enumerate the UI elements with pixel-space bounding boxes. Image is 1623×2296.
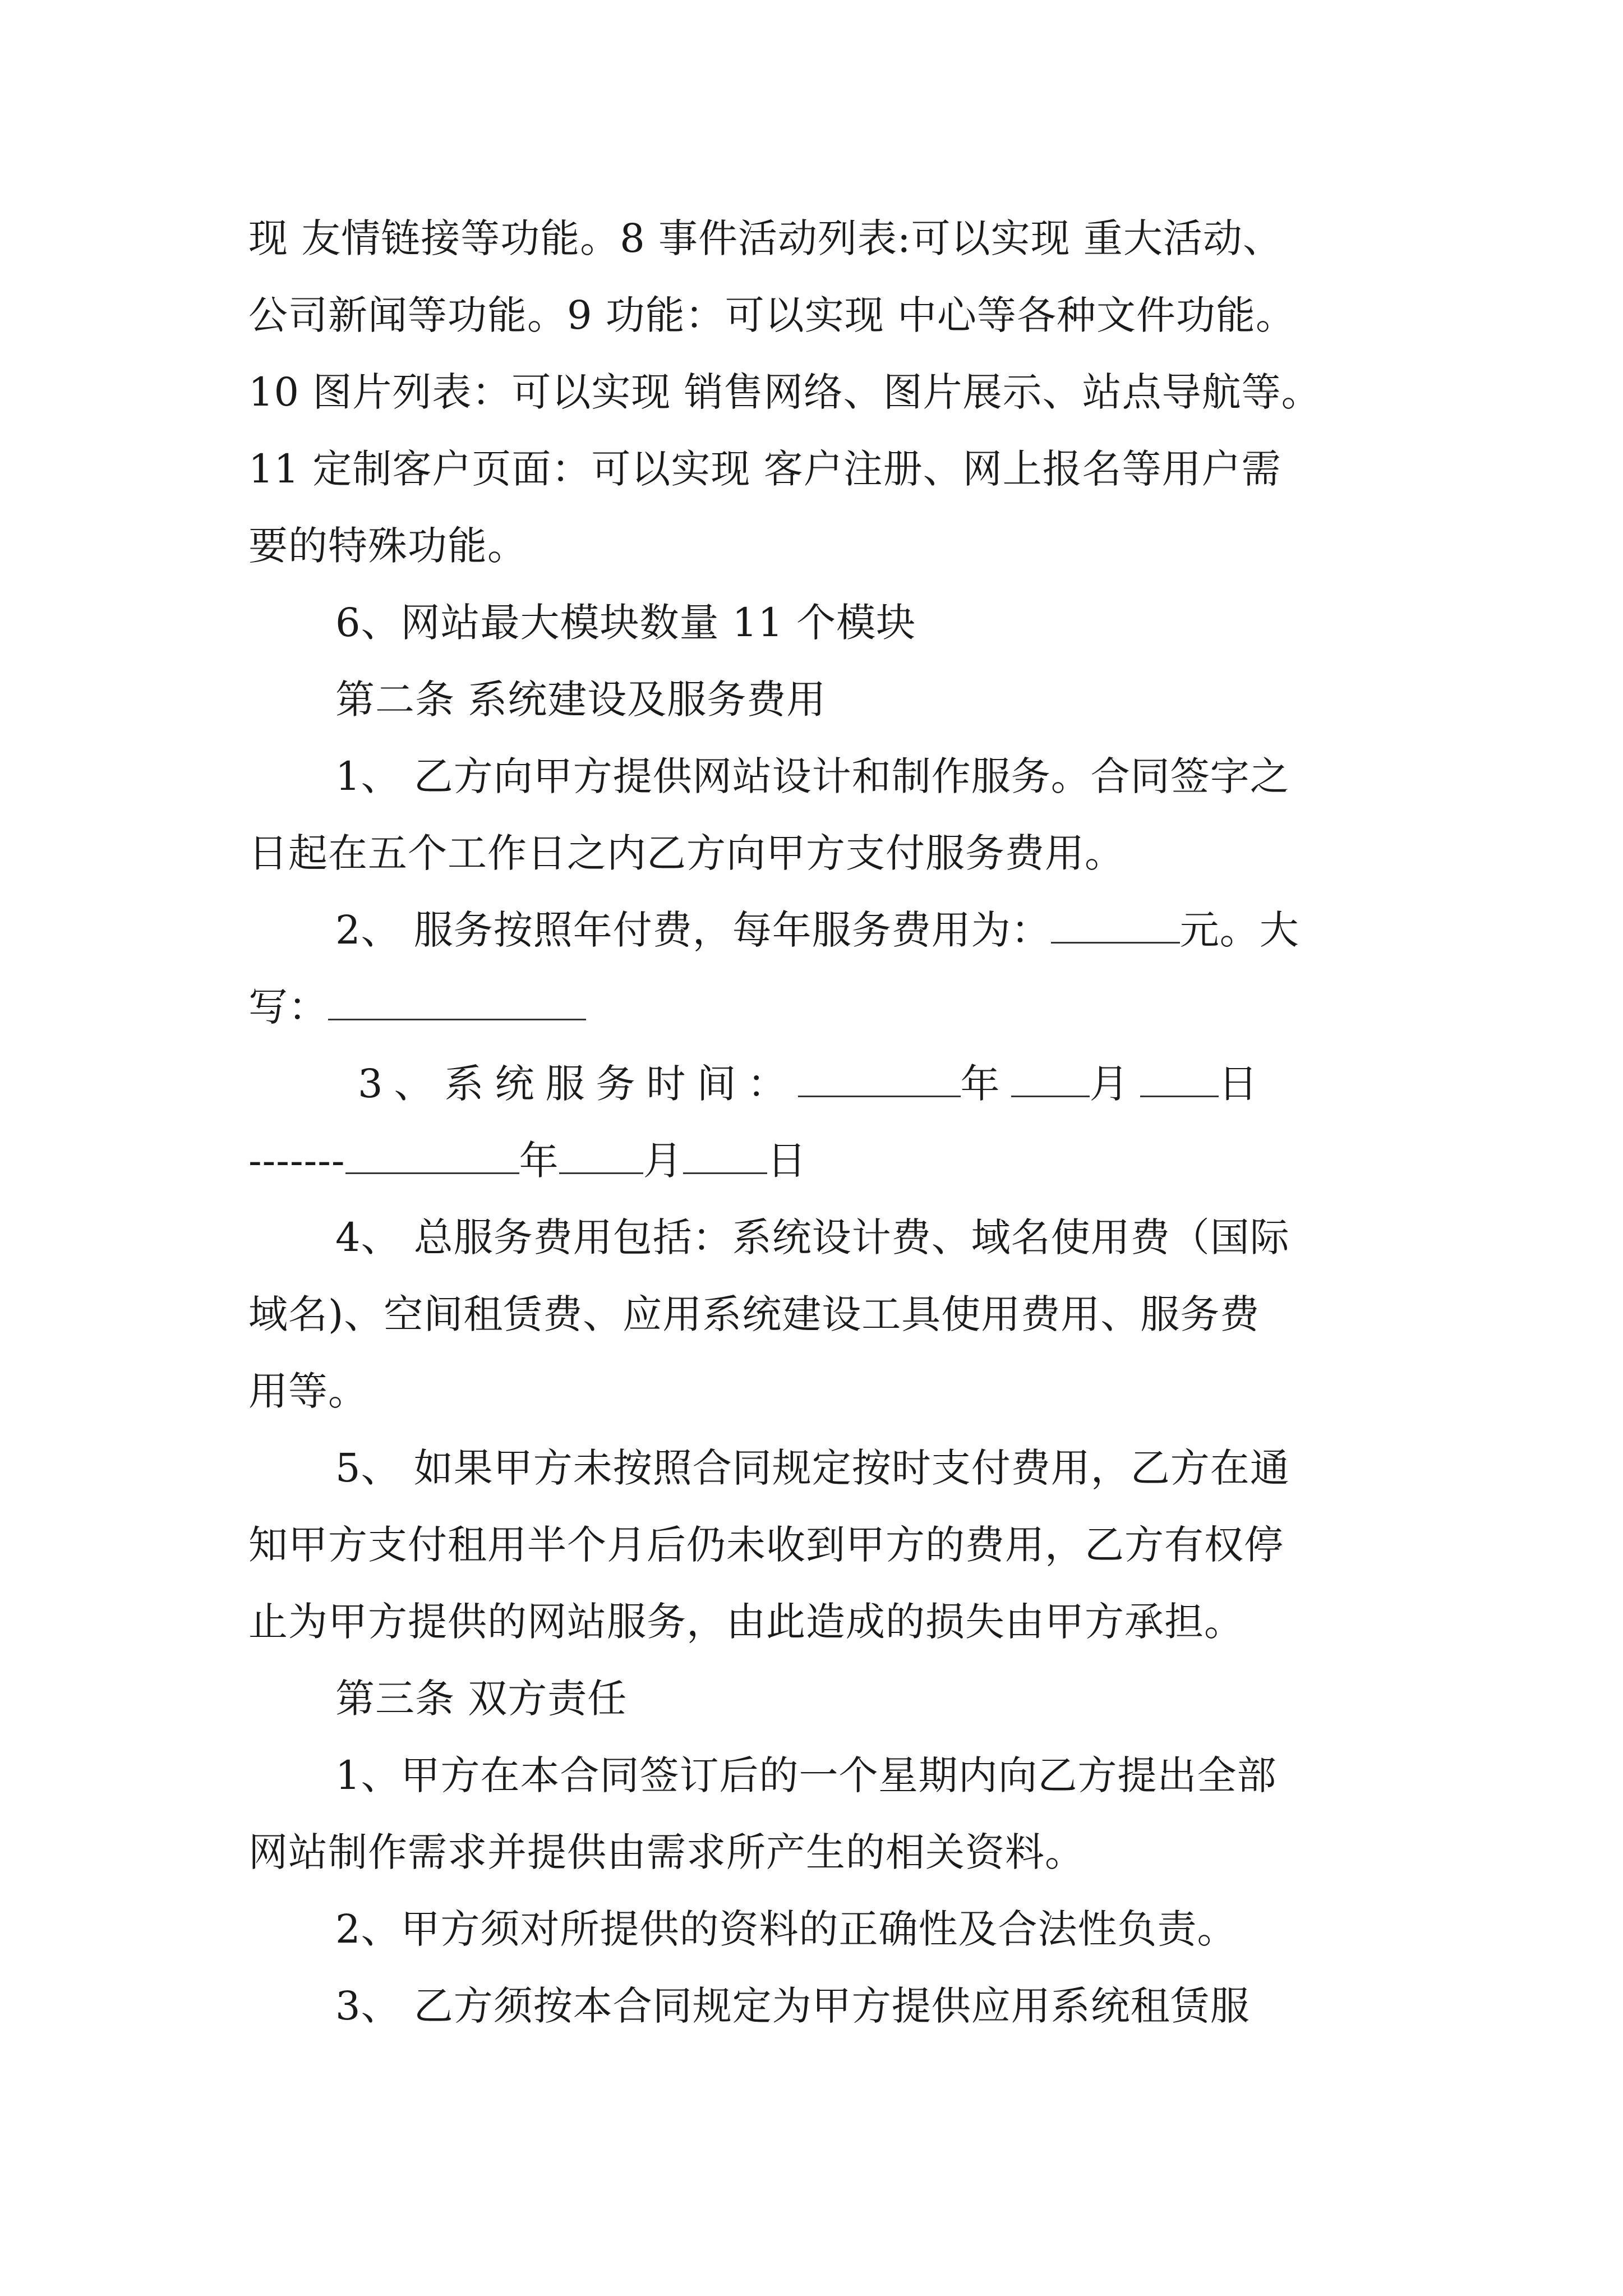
- clause-2-2-text: 2、 服务按照年付费，每年服务费用为：: [335, 907, 1051, 953]
- start-year-blank: [798, 1059, 961, 1097]
- clause-2-2-uppercase: [248, 982, 586, 1032]
- day-label: 日: [767, 1138, 807, 1184]
- paragraph-line: 要的特殊功能。: [248, 523, 527, 569]
- end-day-blank: [683, 1135, 767, 1174]
- clause-2-3-end: [248, 1135, 807, 1186]
- clause-2-5-cont: 知甲方支付租用半个月后仍未收到甲方的费用，乙方有权停: [248, 1522, 1284, 1568]
- year-label: 年: [960, 1061, 1011, 1107]
- paragraph-line: 10 图片列表：可以实现 销售网络、图片展示、站点导航等。: [248, 369, 1321, 415]
- paragraph-line: 现 友情链接等功能。8 事件活动列表:可以实现 重大活动、: [248, 215, 1283, 261]
- clause-2-2-suffix: 元。大: [1179, 907, 1299, 953]
- clause-2-1: 1、 乙方向甲方提供网站设计和制作服务。合同签字之: [335, 753, 1290, 799]
- clause-3-3: 3、 乙方须按本合同规定为甲方提供应用系统租赁服: [335, 1983, 1250, 2029]
- clause-3-1-cont: 网站制作需求并提供由需求所产生的相关资料。: [248, 1829, 1085, 1875]
- month-label: 月: [1089, 1061, 1140, 1107]
- clause-2-4-cont: 域名)、空间租赁费、应用系统建设工具使用费用、服务费: [248, 1291, 1260, 1337]
- annual-fee-blank: [1051, 905, 1180, 944]
- clause-2-4: 4、 总服务费用包括：系统设计费、域名使用费（国际: [335, 1214, 1290, 1260]
- service-time-label: 3、系统服务时间：: [358, 1061, 798, 1107]
- clause-2-5: 5、 如果甲方未按照合同规定按时支付费用，乙方在通: [335, 1445, 1290, 1491]
- dash-separator: -------: [248, 1138, 345, 1184]
- uppercase-label: 写：: [248, 984, 328, 1030]
- paragraph-line: 公司新闻等功能。9 功能：可以实现 中心等各种文件功能。: [248, 292, 1296, 338]
- start-month-blank: [1011, 1059, 1090, 1097]
- paragraph-line: 11 定制客户页面：可以实现 客户注册、网上报名等用户需: [248, 446, 1281, 492]
- uppercase-amount-blank: [328, 982, 586, 1020]
- clause-3-1: 1、甲方在本合同签订后的一个星期内向乙方提出全部: [335, 1752, 1277, 1798]
- year-label: 年: [519, 1138, 559, 1184]
- clause-2-3: [358, 1059, 1269, 1109]
- section-heading-article-3: 第三条 双方责任: [335, 1676, 628, 1722]
- clause-3-2: 2、甲方须对所提供的资料的正确性及合法性负责。: [335, 1906, 1237, 1952]
- section-heading-article-2: 第二条 系统建设及服务费用: [335, 677, 827, 723]
- clause-2-2: [335, 905, 1299, 955]
- end-month-blank: [559, 1135, 643, 1174]
- month-label: 月: [643, 1138, 683, 1184]
- day-label: 日: [1218, 1061, 1269, 1107]
- clause-2-5-cont: 止为甲方提供的网站服务，由此造成的损失由甲方承担。: [248, 1599, 1244, 1645]
- module-count-line: 6、网站最大模块数量 11 个模块: [335, 600, 916, 646]
- clause-2-1-cont: 日起在五个工作日之内乙方向甲方支付服务费用。: [248, 830, 1124, 876]
- clause-2-4-cont: 用等。: [248, 1368, 368, 1414]
- end-year-blank: [345, 1135, 519, 1174]
- start-day-blank: [1140, 1059, 1219, 1097]
